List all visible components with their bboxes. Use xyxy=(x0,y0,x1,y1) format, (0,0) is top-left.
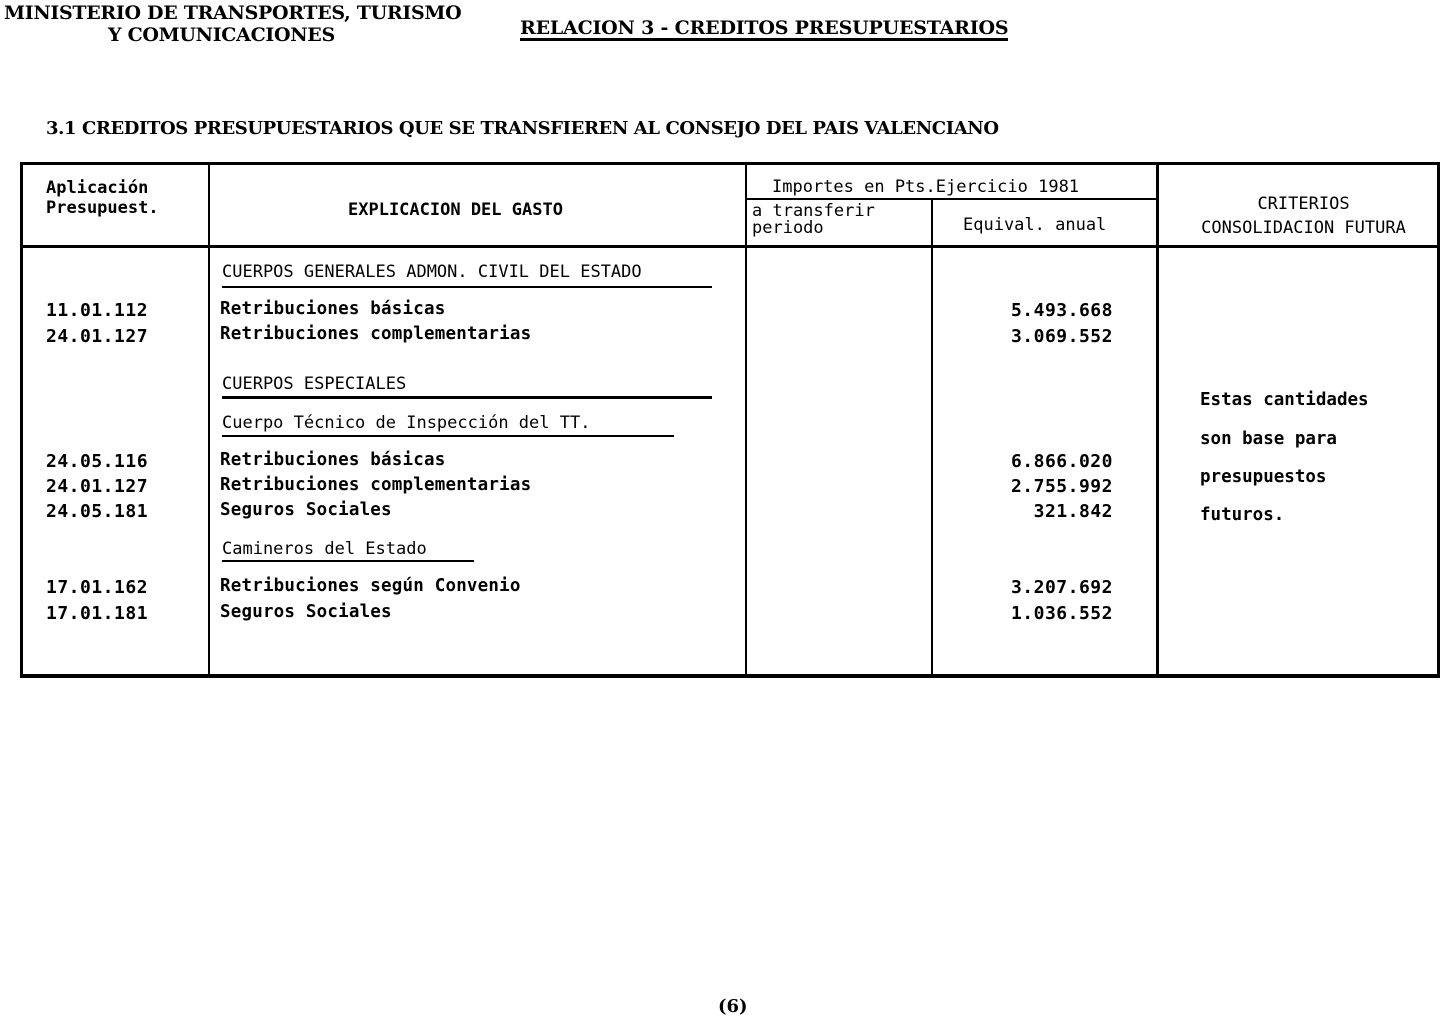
group-title-especiales: CUERPOS ESPECIALES xyxy=(222,374,407,394)
page-number: (6) xyxy=(718,996,748,1017)
col-divider-3 xyxy=(931,200,933,678)
row-code: 24.05.181 xyxy=(46,501,149,522)
ministry-line-2: Y COMUNICACIONES xyxy=(108,24,335,46)
header-aplicacion xyxy=(46,178,159,218)
ministry-heading xyxy=(0,2,460,46)
row-amount: 3.207.692 xyxy=(1010,577,1113,598)
row-amount: 1.036.552 xyxy=(1010,603,1113,624)
header-criterios xyxy=(1176,192,1431,240)
group-underline xyxy=(222,396,712,399)
row-code: 24.01.127 xyxy=(46,476,149,497)
row-description: Retribuciones básicas xyxy=(220,450,446,470)
header-aplicacion-line2: Presupuest. xyxy=(46,198,159,218)
row-description: Retribuciones básicas xyxy=(220,299,446,319)
section-title: 3.1 CREDITOS PRESUPUESTARIOS QUE SE TRANSFIEREN AL CONSEJO DEL PAIS VALENCIANO xyxy=(46,118,999,139)
criterios-note-line4: futuros. xyxy=(1200,505,1285,525)
row-amount: 321.842 xyxy=(1033,501,1113,522)
row-amount: 3.069.552 xyxy=(1010,326,1113,347)
header-divider xyxy=(20,245,1440,248)
row-code: 24.05.116 xyxy=(46,451,149,472)
row-description: Retribuciones complementarias xyxy=(220,475,532,495)
row-description: Seguros Sociales xyxy=(220,500,392,520)
col-divider-4 xyxy=(1156,162,1159,678)
row-code: 17.01.162 xyxy=(46,577,149,598)
header-criterios-line2: CONSOLIDACION FUTURA xyxy=(1201,218,1406,238)
row-amount: 2.755.992 xyxy=(1010,476,1113,497)
criterios-note-line2: son base para xyxy=(1200,429,1337,449)
criterios-note-line1: Estas cantidades xyxy=(1200,390,1369,410)
relation-title: RELACION 3 - CREDITOS PRESUPUESTARIOS xyxy=(520,17,1009,39)
criterios-note-line3: presupuestos xyxy=(1200,467,1327,487)
header-explicacion: EXPLICACION DEL GASTO xyxy=(348,200,563,220)
group-title-generales: CUERPOS GENERALES ADMON. CIVIL DEL ESTADO xyxy=(222,262,642,282)
row-description: Retribuciones según Convenio xyxy=(220,576,521,596)
ministry-line-1: MINISTERIO DE TRANSPORTES, TURISMO xyxy=(4,2,462,24)
header-importes-group: Importes en Pts.Ejercicio 1981 xyxy=(772,177,1080,197)
row-description: Retribuciones complementarias xyxy=(220,324,532,344)
group-title-camineros: Camineros del Estado xyxy=(222,539,427,559)
header-aplicacion-line1: Aplicación xyxy=(46,178,149,198)
row-amount: 6.866.020 xyxy=(1010,451,1113,472)
row-amount: 5.493.668 xyxy=(1010,300,1113,321)
header-criterios-line1: CRITERIOS xyxy=(1257,194,1350,214)
col-divider-2 xyxy=(745,162,747,678)
group-underline xyxy=(222,286,712,288)
row-code: 24.01.127 xyxy=(46,326,149,347)
row-code: 17.01.181 xyxy=(46,603,149,624)
group-underline xyxy=(222,560,474,562)
importes-divider xyxy=(747,198,1156,200)
header-transferir-line2: periodo xyxy=(752,218,824,238)
group-subtitle-inspeccion: Cuerpo Técnico de Inspección del TT. xyxy=(222,413,591,433)
row-description: Seguros Sociales xyxy=(220,602,392,622)
group-underline xyxy=(222,435,674,437)
col-divider-1 xyxy=(208,162,210,678)
row-code: 11.01.112 xyxy=(46,300,149,321)
header-transferir-line1: a transferir xyxy=(752,201,875,221)
header-transferir xyxy=(752,203,875,237)
header-equival: Equival. anual xyxy=(963,215,1107,235)
